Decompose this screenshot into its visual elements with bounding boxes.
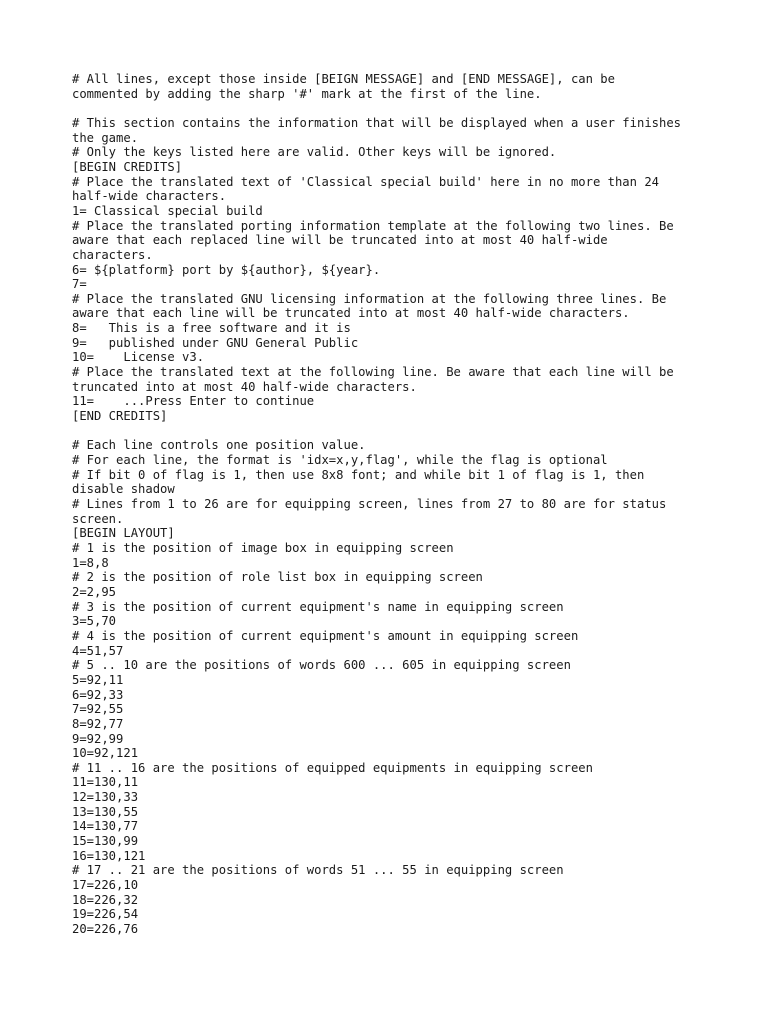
text-line: [END CREDITS] xyxy=(72,409,168,424)
text-line: # Each line controls one position value. xyxy=(72,438,366,453)
text-line: 8= This is a free software and it is xyxy=(72,321,351,336)
text-line: 7= xyxy=(72,277,87,292)
text-line: # Place the translated GNU licensing information at the following three lines. Be xyxy=(72,291,667,306)
text-line: half-wide characters. xyxy=(72,189,227,204)
text-line: 1=8,8 xyxy=(72,555,109,570)
text-line: aware that each replaced line will be truncated into at most 40 half-wide xyxy=(72,233,608,248)
text-line: # Lines from 1 to 26 are for equipping screen, lines from 27 to 80 are for status xyxy=(72,497,667,511)
text-line: 11= ...Press Enter to continue xyxy=(72,394,315,409)
document-body xyxy=(72,72,722,937)
text-line: 14=130,77 xyxy=(72,819,139,834)
text-line: [BEGIN LAYOUT] xyxy=(72,526,175,541)
text-line: characters. xyxy=(72,247,153,262)
text-line: 9=92,99 xyxy=(72,731,124,746)
text-line: # Place the translated porting information template at the following two lines. Be xyxy=(72,218,674,233)
text-line xyxy=(72,101,722,116)
text-line: 16=130,121 xyxy=(72,848,146,863)
text-line xyxy=(72,424,722,439)
text-line: truncated into at most 40 half-wide characters. xyxy=(72,379,417,394)
text-line: 4=51,57 xyxy=(72,643,124,658)
text-line: 20=226,76 xyxy=(72,922,139,937)
text-line: # Only the keys listed here are valid. Other keys will be ignored. xyxy=(72,145,557,160)
text-line: 6= ${platform} port by ${author}, ${year}. xyxy=(72,262,381,277)
text-line: 12=130,33 xyxy=(72,790,139,805)
text-line: 13=130,55 xyxy=(72,804,139,819)
text-line: # If bit 0 of flag is 1, then use 8x8 font; and while bit 1 of flag is 1, then xyxy=(72,467,645,482)
text-line: [BEGIN CREDITS] xyxy=(72,159,183,174)
text-line: 19=226,54 xyxy=(72,907,139,922)
text-line: 8=92,77 xyxy=(72,716,124,731)
text-line: 1= Classical special build xyxy=(72,203,263,218)
text-line: 7=92,55 xyxy=(72,702,124,717)
text-line: # This section contains the information that will be displayed when a user finishes xyxy=(72,115,682,130)
text-line: 3=5,70 xyxy=(72,614,117,629)
text-line: aware that each line will be truncated into at most 40 half-wide characters. xyxy=(72,306,630,321)
text-line: commented by adding the sharp '#' mark at the first of the line. xyxy=(72,86,542,101)
text-line: # 4 is the position of current equipment's amount in equipping screen xyxy=(72,628,579,643)
text-line: 15=130,99 xyxy=(72,834,139,849)
text-line: 10=92,121 xyxy=(72,746,139,761)
text-line: the game. xyxy=(72,130,139,145)
text-line: # All lines, except those inside [BEIGN MESSAGE] and [END MESSAGE], can be xyxy=(72,72,615,86)
text-line: 9= published under GNU General Public xyxy=(72,335,359,350)
text-line: # 2 is the position of role list box in equipping screen xyxy=(72,570,483,585)
text-line: 5=92,11 xyxy=(72,672,124,687)
text-line: 11=130,11 xyxy=(72,775,139,790)
text-line: 2=2,95 xyxy=(72,584,117,599)
text-line: # 11 .. 16 are the positions of equipped equipments in equipping screen xyxy=(72,760,593,775)
text-line: 17=226,10 xyxy=(72,878,139,893)
text-line: # Place the translated text at the following line. Be aware that each line will be xyxy=(72,365,674,380)
text-line: # Place the translated text of 'Classical special build' here in no more than 24 xyxy=(72,174,659,189)
text-line: 10= License v3. xyxy=(72,350,205,365)
text-line: # 5 .. 10 are the positions of words 600 ... 605 in equipping screen xyxy=(72,658,571,673)
text-line: 6=92,33 xyxy=(72,687,124,702)
text-line: # For each line, the format is 'idx=x,y,flag', while the flag is optional xyxy=(72,453,608,468)
text-line: # 17 .. 21 are the positions of words 51 ... 55 in equipping screen xyxy=(72,863,564,878)
text-line: # 3 is the position of current equipment's name in equipping screen xyxy=(72,599,564,614)
text-line: 18=226,32 xyxy=(72,892,139,907)
text-line: # 1 is the position of image box in equipping screen xyxy=(72,540,454,555)
text-line: disable shadow xyxy=(72,482,175,497)
text-line: screen. xyxy=(72,511,124,526)
